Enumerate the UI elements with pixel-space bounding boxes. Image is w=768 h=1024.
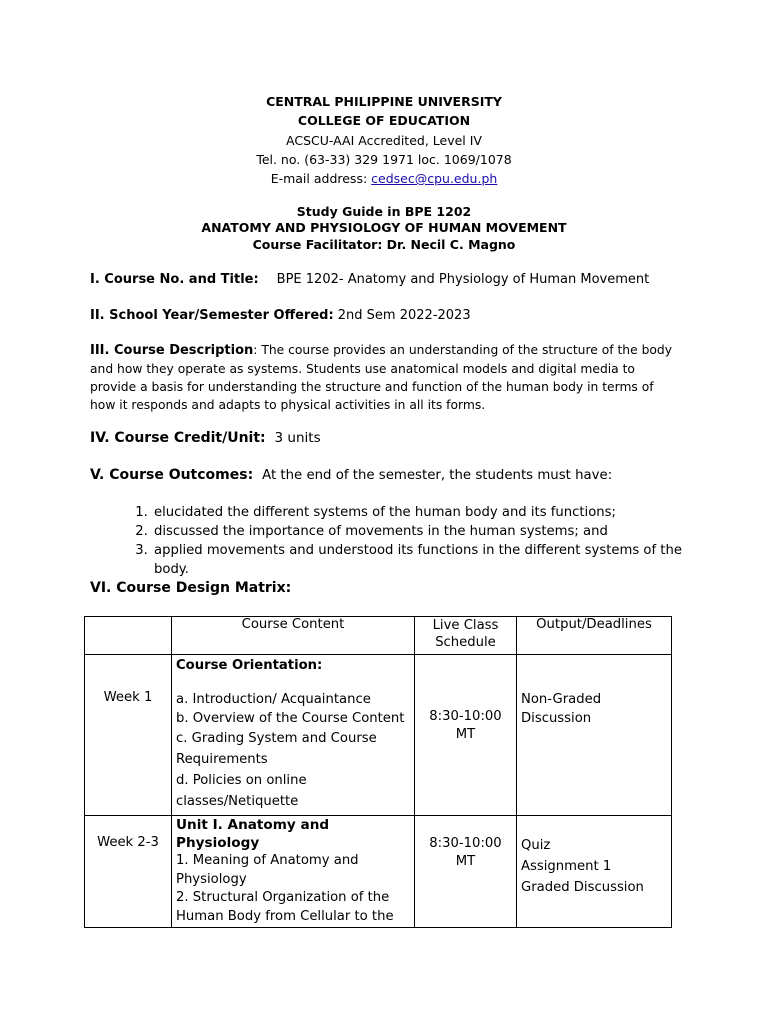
outcomes-label: V. Course Outcomes: [90,467,254,483]
email-link[interactable]: cedsec@cpu.edu.ph [371,171,498,186]
output-cell [517,816,672,928]
course-description [90,341,682,414]
content-title: Unit I. Anatomy and Physiology [176,817,330,851]
outcome-item: 2. discussed the importance of movements in the human systems; and [152,522,682,541]
content-items [172,675,414,812]
schedule-days: MT [455,854,476,869]
outcome-item: 3. applied movements and understood its functions in the different systems of the body. [152,541,682,579]
course-no-title [90,272,649,287]
telephone: Tel. no. (63-33) 329 1971 loc. 1069/1078 [256,152,512,167]
email-label: E-mail address: [270,171,372,186]
table-header-row [85,617,672,655]
header-live-class-schedule [415,617,517,655]
accreditation: ACSCU-AAI Accredited, Level IV [286,133,482,148]
output-cell [517,655,672,816]
header-course-content: Course Content [172,617,415,655]
guide-title: Study Guide in BPE 1202 [296,204,472,219]
outcome-item: 1. elucidated the different systems of the human body and its functions; [152,503,682,522]
header-week [85,617,172,655]
content-item: 2. Structural Organization of the Human Body from Cellular to the [176,890,394,924]
schedule-cell [415,655,517,816]
content-item: a. Introduction/ Acquaintance [176,692,371,707]
content-item: 1. Meaning of Anatomy and Physiology [176,853,359,887]
school-year-label: II. School Year/Semester Offered: [90,308,334,323]
course-facilitator: Course Facilitator: Dr. Necil C. Magno [252,237,516,252]
course-outcomes [90,467,612,483]
table-row [85,655,672,816]
output-item: Non-Graded [521,692,602,707]
header-schedule-line-2: Schedule [435,635,496,650]
content-item: b. Overview of the Course Content [176,711,405,726]
design-matrix-label: VI. Course Design Matrix: [90,580,292,596]
content-item: c. Grading System and Course Requirements [176,731,377,767]
week-cell [85,655,172,816]
output-items [517,655,671,728]
credit-label: IV. Course Credit/Unit: [90,430,266,446]
course-credit [90,430,321,446]
schedule-days: MT [455,727,476,742]
description-text: : The course provides an understanding of the structure of the body and how they operate as systems. Students use anatomical models and digital media to provide a basis for understanding the structure and function of the human body in terms of how it responds and adapts to physical activities in all its forms. [90,343,672,412]
table-row [85,816,672,928]
outcomes-list [136,503,682,579]
output-item: Graded Discussion [521,880,644,895]
schedule-cell [415,816,517,928]
credit-value: 3 units [274,430,321,446]
guide-subtitle: ANATOMY AND PHYSIOLOGY OF HUMAN MOVEMENT [201,220,567,235]
schedule-text [415,655,516,744]
output-item: Discussion [521,711,592,726]
week-label: Week 2-3 [97,835,159,850]
output-item: Quiz [521,838,551,853]
week-cell [85,816,172,928]
header-output-deadlines: Output/Deadlines [517,617,672,655]
outcomes-intro: At the end of the semester, the students must have: [262,468,613,483]
description-label: III. Course Description [90,343,254,358]
college-name: COLLEGE OF EDUCATION [297,113,471,128]
output-items [517,816,671,898]
school-year-value: 2nd Sem 2022-2023 [333,308,471,323]
content-cell [172,655,415,816]
schedule-text [415,816,516,871]
header-schedule-line-1: Live Class [432,618,499,633]
course-code: BPE 1202- [276,272,344,287]
schedule-time: 8:30-10:00 [429,709,502,724]
week-label: Week 1 [103,690,153,705]
content-title: Course Orientation: [176,658,323,673]
content-cell [172,816,415,928]
content-item: d. Policies on online classes/Netiquette [176,773,307,809]
university-name: CENTRAL PHILIPPINE UNIVERSITY [266,94,502,109]
output-item: Assignment 1 [521,859,612,874]
course-no-label: I. Course No. and Title: [90,272,259,287]
content-items [172,852,414,926]
schedule-time: 8:30-10:00 [429,836,502,851]
email-line [0,171,768,186]
course-title: Anatomy and Physiology of Human Movement [343,272,650,287]
school-year-semester [90,308,471,323]
course-design-matrix [84,616,672,928]
